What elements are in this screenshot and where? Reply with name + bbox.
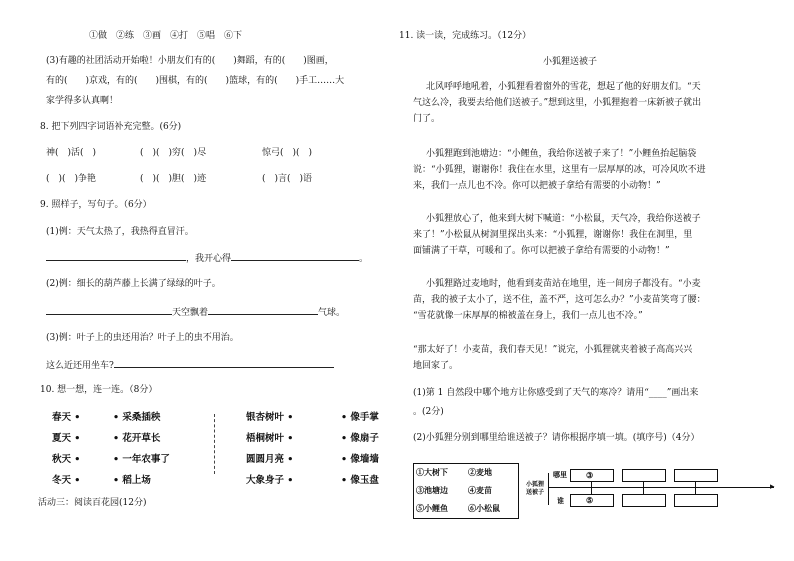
q7-3-line1: (3)有趣的社团活动开始啦！小朋友们有的( )舞蹈，有的( )图画， [46, 56, 334, 66]
option-item: ①大树下 [416, 467, 448, 477]
story-line: 说：“小狐狸，谢谢你！我住在水里，这里有一层厚厚的冰，可冷风吹不进 [413, 165, 706, 175]
season-item[interactable]: 春天 • [52, 412, 81, 423]
q10-title: 10. 想一想，连一连。（8分） [40, 385, 158, 395]
q9-answer-text: 天空飘着 [172, 308, 209, 318]
story-line: 小狐狸放心了，他来到大树下喊道：“小松鼠，天气冷，我给你送被子 [426, 214, 701, 224]
q8-item: 神( )活( ) [46, 148, 97, 158]
q11-1: (1)第 1 自然段中哪个地方让你感受到了天气的寒冷？请用“____”画出来 [413, 388, 699, 398]
answer-box-value: ③ [586, 470, 594, 480]
answer-box[interactable] [622, 494, 666, 507]
answer-box[interactable] [674, 494, 718, 507]
answer-box[interactable] [622, 469, 666, 482]
q9-title: 9. 照样子，写句子。（6分） [40, 200, 152, 210]
answer-box[interactable] [674, 469, 718, 482]
season-item[interactable]: 冬天 • [52, 475, 81, 486]
q8-item: ( )( )争艳 [46, 174, 97, 184]
object-item[interactable]: 圆圆月亮 • [246, 454, 294, 465]
answer-blank[interactable] [46, 305, 172, 315]
option-item: ②麦地 [468, 467, 492, 477]
q9-prompt: 这么近还用坐车? [46, 361, 114, 371]
story-line: 门了。 [413, 114, 441, 124]
diagram-center-label: 送被子 [526, 489, 545, 496]
q9-answer-line-1: ，我开心得 。 [46, 251, 368, 265]
timeline-arrow [548, 487, 774, 488]
q9-answer-text: ，我开心得 [186, 254, 232, 264]
option-item: ③池塘边 [416, 485, 448, 495]
connector-line [643, 481, 644, 494]
bracket-line [548, 473, 549, 505]
q8-item: 惊弓( )( ) [262, 148, 313, 158]
q9-example-2: (2)例：细长的葫芦藤上长满了绿绿的叶子。 [46, 279, 221, 289]
column-divider [214, 414, 215, 474]
q9-answer-line-3 [46, 358, 334, 372]
shape-item[interactable]: • 像手掌 [341, 412, 379, 423]
shape-item[interactable]: • 像玉盘 [341, 475, 379, 486]
story-title: 小狐狸送被子 [543, 57, 598, 67]
option-item: ⑤小鲤鱼 [416, 503, 448, 513]
q8-title: 8. 把下列四字词语补充完整。(6分) [40, 122, 182, 132]
connector-line [695, 481, 696, 494]
story-line: 地回家了。 [413, 361, 459, 371]
story-line: 来，我们一点儿也不冷。你可以把被子拿给有需要的小动物！” [413, 181, 661, 191]
q8-item: ( )( )穷( )尽 [140, 148, 207, 158]
q9-answer-text: 气球。 [318, 308, 346, 318]
answer-blank[interactable] [46, 251, 186, 261]
q11-2: (2)小狐狸分别到哪里给谁送被子？请你根据序填一填。(填序号)（4分） [413, 433, 700, 443]
season-item[interactable]: 夏天 • [52, 433, 81, 444]
object-item[interactable]: 大象身子 • [246, 475, 294, 486]
answer-box-value: ⑤ [586, 495, 594, 505]
q7-3-line2: 有的( )京戏，有的( )围棋，有的( )篮球，有的( )手工……大 [46, 76, 345, 86]
q9-example-1: (1)例：天气太热了，我热得直冒汗。 [46, 227, 194, 237]
story-line: “雪花就像一床厚厚的棉被盖在身上，我们一点儿也不冷。” [413, 311, 643, 321]
q11-1-score: 。(2分) [413, 407, 444, 417]
answer-blank[interactable] [208, 305, 318, 315]
activity-item[interactable]: • 稻上场 [113, 475, 151, 486]
activity-item[interactable]: • 一年农事了 [113, 454, 170, 465]
option-item: ④麦苗 [468, 485, 492, 495]
story-line: “那太好了！小麦苗，我们春天见！”说完，小狐狸就夹着被子高高兴兴 [413, 345, 693, 355]
q8-item: ( )( )胆( )迹 [140, 174, 207, 184]
option-item: ⑥小松鼠 [468, 503, 500, 513]
story-line: 面铺满了干草，可暖和了。你可以把被子拿给有需要的小动物！” [413, 246, 670, 256]
story-line: 小狐狸跑到池塘边：“小鲤鱼，我给你送被子来了！”小鲤鱼抬起脑袋 [426, 149, 697, 159]
story-line: 小狐狸路过麦地时，他看到麦苗站在地里，连一间房子都没有。“小麦 [426, 279, 701, 289]
story-line: 苗，我的被子太小了，送不住，盖不严，这可怎么办？”小麦苗笑弯了腰： [413, 295, 706, 305]
answer-blank[interactable] [114, 358, 334, 368]
row-label-who: 谁 [557, 496, 564, 505]
object-item[interactable]: 梧桐树叶 • [246, 433, 294, 444]
activity-item[interactable]: • 采桑插秧 [113, 412, 161, 423]
q9-example-3: (3)例：叶子上的虫还用治？叶子上的虫不用治。 [46, 333, 239, 343]
story-line: 来了！”小松鼠从树洞里探出头来：“小狐狸，谢谢你！我住在洞里，里 [413, 230, 693, 240]
q7-options: ①做 ②练 ③画 ④打 ⑤唱 ⑥下 [89, 31, 243, 41]
story-line: 气这么冷，我要去给他们送被子。”想到这里，小狐狸抱着一床新被子就出 [413, 98, 702, 108]
q9-answer-line-2 [46, 305, 345, 319]
connector-line [591, 481, 592, 494]
arrow-head-icon: ▸ [770, 482, 775, 492]
q7-3-line3: 家学得多认真啊！ [46, 96, 119, 106]
q8-item: ( )言( )语 [262, 174, 313, 184]
activity3-title: 活动三：阅读百花园(12分) [38, 498, 147, 508]
activity-item[interactable]: • 花开草长 [113, 433, 161, 444]
shape-item[interactable]: • 像墙墙 [341, 454, 379, 465]
object-item[interactable]: 银杏树叶 • [246, 412, 294, 423]
answer-blank[interactable] [231, 251, 359, 261]
row-label-where: 哪里 [553, 470, 567, 479]
season-item[interactable]: 秋天 • [52, 454, 81, 465]
diagram-center-label: 小狐狸 [526, 481, 545, 488]
shape-item[interactable]: • 像扇子 [341, 433, 379, 444]
story-line: 北风呼呼地吼着，小狐狸看着窗外的雪花，想起了他的好朋友们。“天 [426, 82, 701, 92]
q11-title: 11. 读一读，完成练习。（12分） [399, 31, 532, 41]
